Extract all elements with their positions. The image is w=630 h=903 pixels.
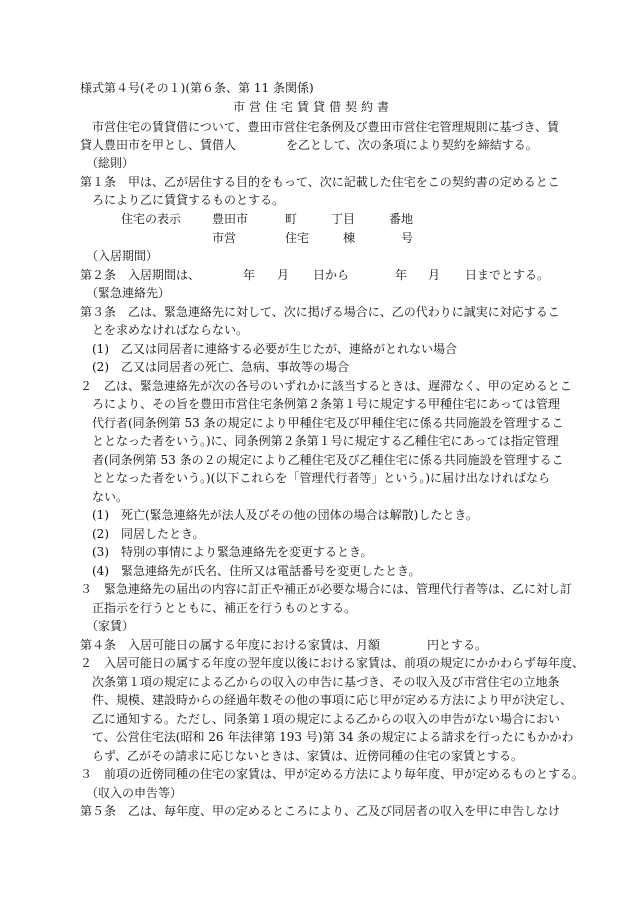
rent-yen: 円とする。 — [427, 638, 488, 652]
article-heading: （総則） — [86, 156, 135, 170]
article-line: 者(同条例第 53 条の２の規定により乙種住宅及び乙種住宅に係る共同施設を管理するこ — [92, 453, 564, 467]
housing-display-label: 住宅の表示 — [121, 212, 182, 226]
article-line: ない。 — [92, 490, 129, 504]
list-item: (2) 乙又は同居者の死亡、急病、事故等の場合 — [92, 360, 349, 374]
housing-banchi: 番地 — [389, 212, 414, 226]
start-day: 日から — [313, 268, 350, 282]
article-line: 第５条 乙は、毎年度、甲の定めるところにより、乙及び同居者の収入を甲に申告しなけ — [80, 804, 561, 818]
article-line: ろにより乙に賃貸するものとする。 — [92, 193, 285, 207]
article-line: 第４条 入居可能日の属する年度における家賃は、月額 — [80, 638, 381, 652]
preamble-text: を乙として、次の条項により契約を締結する。 — [286, 138, 538, 152]
article-line: 第２条 入居期間は、 — [80, 268, 201, 282]
article-line: ろにより、その旨を豊田市営住宅条例第２条第１号に規定する甲種住宅にあっては管理 — [92, 397, 560, 411]
article-line: ととなった者をいう。)に、同条例第２条第１号に規定する乙種住宅にあっては指定管理 — [92, 434, 559, 448]
article-heading: （入居期間） — [86, 249, 159, 263]
preamble-line — [80, 137, 538, 153]
list-item: (4) 緊急連絡先が氏名、住所又は電話番号を変更したとき。 — [92, 564, 421, 578]
article-line: 件、規模、建設時からの経過年数その他の事項に応じ甲が定める方法により甲が決定し、 — [92, 693, 573, 707]
start-month: 月 — [277, 268, 290, 282]
article-heading: （緊急連絡先） — [86, 286, 171, 300]
housing-city: 豊田市 — [212, 212, 249, 226]
article-line: 代行者(同条例第 53 条の規定により甲種住宅及び甲種住宅に係る共同施設を管理するこ — [92, 416, 564, 430]
article-line: ３ 緊急連絡先の届出の内容に訂正や補正が必要な場合には、管理代行者等は、乙に対し訂 — [80, 582, 573, 596]
article-line: らず、乙がその請求に応じないときは、家賃は、近傍同種の住宅の家賃とする。 — [92, 749, 524, 763]
article-line: ３ 前項の近傍同種の住宅の家賃は、甲が定める方法により毎年度、甲が定めるものとする。 — [80, 767, 585, 781]
article-line: 次条第１項の規定による乙からの収入の申告に基づき、その収入及び市営住宅の立地条 — [92, 675, 560, 689]
housing-town: 町 — [285, 212, 298, 226]
list-item: (1) 死亡(緊急連絡先が法人及びその他の団体の場合は解散)したとき。 — [92, 508, 478, 522]
article-heading: （収入の申告等） — [86, 786, 183, 800]
housing-municipal: 市営 — [212, 231, 237, 245]
end-month: 月 — [428, 268, 441, 282]
article-line: 第３条 乙は、緊急連絡先に対して、次に掲げる場合に、乙の代わりに誠実に対応するこ — [80, 305, 560, 319]
housing-complex: 住宅 — [285, 231, 310, 245]
end-day: 日までとする。 — [465, 268, 550, 282]
article-line: ２ 乙は、緊急連絡先が次の各号のいずれかに該当するときは、遅滞なく、甲の定めるとこ — [80, 379, 572, 393]
end-year: 年 — [395, 268, 408, 282]
article-line: て、公営住宅法(昭和 26 年法律第 193 号)第 34 条の規定による請求を行ったにもかかわ — [92, 730, 574, 744]
article-line: 第１条 甲は、乙が居住する目的をもって、次に記載した住宅をこの契約書の定めるとこ — [80, 175, 560, 189]
housing-chome: 丁目 — [331, 212, 356, 226]
article-line: とを求めなければならない。 — [92, 323, 249, 337]
article-line: 正指示を行うとともに、補正を行うものとする。 — [92, 601, 357, 615]
form-number: 様式第４号(その１)(第６条、第 11 条関係) — [80, 81, 314, 95]
article-line: ととなった者をいう。)(以下これらを「管理代行者等」という。)に届け出なければなら — [92, 471, 551, 485]
article-heading: （家賃） — [86, 619, 135, 633]
document-title: 市営住宅賃貸借契約書 — [233, 100, 394, 114]
list-item: (1) 乙又は同居者に連絡する必要が生じたが、連絡がとれない場合 — [92, 342, 458, 356]
article-line: ２ 入居可能日の属する年度の翌年度以後における家賃は、前項の規定にかかわらず毎年度、 — [80, 656, 585, 670]
start-year: 年 — [243, 268, 256, 282]
list-item: (3) 特別の事情により緊急連絡先を変更するとき。 — [92, 545, 373, 559]
list-item: (2) 同居したとき。 — [92, 527, 205, 541]
article-line: 乙に通知する。ただし、同条第１項の規定による乙からの収入の申告がない場合におい — [92, 712, 561, 726]
preamble-line: 市営住宅の賃貸借について、豊田市営住宅条例及び豊田市営住宅管理規則に基づき、賃 — [92, 120, 560, 134]
housing-unit: 号 — [401, 231, 414, 245]
preamble-text: 貸人豊田市を甲とし、賃借人 — [80, 138, 237, 152]
housing-building: 棟 — [343, 231, 356, 245]
